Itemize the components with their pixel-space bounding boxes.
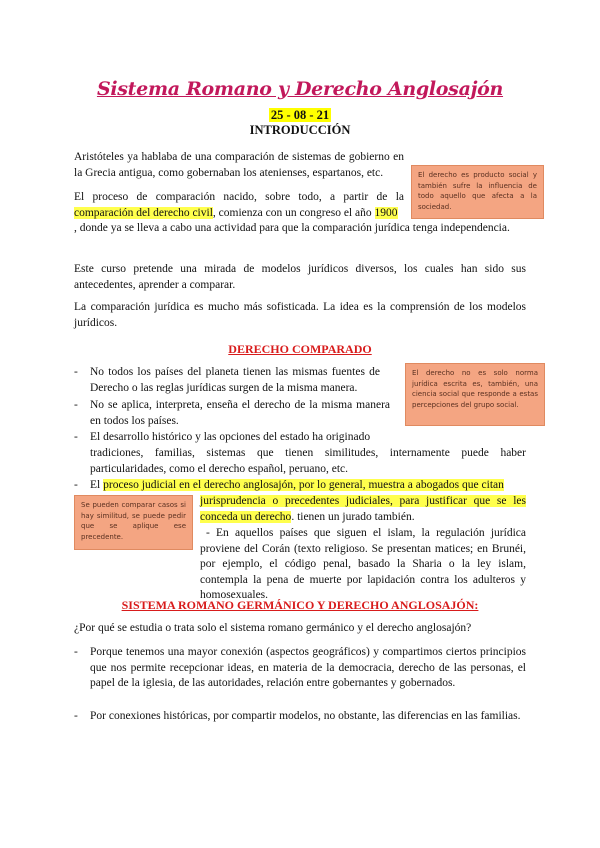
bullet-dash: -	[74, 431, 78, 443]
bullet-conexion: Porque tenemos una mayor conexión (aspectos geográficos) y compartimos ciertos principios que nos permite recepcionar ideas, en materia de la democracia, derecho de las personas, el papel de la iglesia, de las autoridades, relación entre gobernantes y gobernados.	[90, 646, 526, 690]
intro-heading: INTRODUCCIÓN	[249, 123, 351, 137]
bullet-desarrollo-cont: tradiciones, familias, sistemas que tienen similitudes, internamente puede haber particularidades, como el derecho español, peruano, etc.	[90, 447, 526, 475]
bullet-proceso-judicial	[90, 478, 526, 494]
sticky-note-precedente: Se pueden comparar casos si hay similitud, se puede pedir que se aplique ese precedente.	[74, 495, 193, 550]
section-heading-sistema-romano: SISTEMA ROMANO GERMÁNICO Y DERECHO ANGLOSAJÓN:	[121, 598, 479, 612]
intro-p2-text-c: , donde ya se lleva a cabo una actividad para que la comparación jurídica tenga independencia.	[74, 222, 510, 234]
bullet-fuentes: No todos los países del planeta tienen las mismas fuentes de Derecho o las reglas jurídicas surgen de la misma manera.	[90, 366, 380, 394]
section-heading-derecho-comparado: DERECHO COMPARADO	[228, 342, 372, 356]
highlight-derecho-civil: comparación del derecho civil	[74, 206, 213, 219]
intro-paragraph-1: Aristóteles ya hablaba de una comparación de sistemas de gobierno en la Grecia antigua, como gobernaban los atenienses, espartanos, etc.	[74, 151, 404, 179]
intro-paragraph-2-cont	[74, 221, 526, 237]
document-title: Sistema Romano y Derecho Anglosajón	[96, 78, 504, 100]
sticky-note-ciencia-social: El derecho no es solo norma jurídica escrita es, también, una ciencia social que responde a estas percepciones del grupo social.	[405, 363, 545, 426]
sticky-note-social: El derecho es producto social y también sufre la influencia de todo aquello que afecta a la sociedad.	[411, 165, 544, 219]
b4-text-b: . tienen un jurado también.	[291, 510, 415, 523]
bullet-desarrollo: El desarrollo histórico y las opciones del estado ha originado	[90, 431, 371, 443]
intro-paragraph-4: La comparación jurídica es mucho más sofisticada. La idea es la comprensión de los modelos jurídicos.	[74, 301, 526, 329]
bullet-dash: -	[74, 646, 78, 658]
date-line	[0, 108, 600, 123]
highlight-proceso-judicial: proceso judicial en el derecho anglosajón, por lo general, muestra a abogados que citan	[103, 479, 504, 491]
bullet-dash: -	[206, 527, 210, 539]
bullet-dash: -	[74, 366, 78, 378]
b4-text-a: El	[90, 479, 104, 491]
intro-paragraph-2	[74, 190, 404, 221]
intro-p2-text-b: , comienza con un congreso el año	[212, 206, 375, 219]
bullet-dash: -	[74, 479, 78, 491]
date-highlight: 25 - 08 - 21	[270, 108, 330, 122]
bullet-dash: -	[74, 399, 78, 411]
bullet-conexiones-historicas: Por conexiones históricas, por compartir modelos, no obstante, las diferencias en las familias.	[90, 710, 521, 722]
bullet-islam: En aquellos países que siguen el islam, la regulación jurídica proviene del Corán (texto religioso. Se presentan matices; en Brunéi, por ejemplo, el código penal, basado la Sharia o la ley islam, contempla la pena de muerte por lapidación contra los adulteros y homosexuales.	[200, 527, 526, 602]
bullet-dash: -	[74, 710, 78, 722]
highlight-1900: 1900	[374, 206, 398, 219]
bullet-proceso-judicial-cont	[200, 494, 526, 525]
section2-question: ¿Por qué se estudia o trata solo el sistema romano germánico y el derecho anglosajón?	[74, 622, 472, 634]
highlight-jurisprudencia: jurisprudencia o precedentes judiciales, para justificar que se les conceda un derecho	[200, 495, 526, 523]
bullet-aplicacion: No se aplica, interpreta, enseña el derecho de la misma manera en todos los países.	[90, 399, 390, 427]
intro-p2-text-a: El proceso de comparación nacido, sobre todo, a partir de la	[74, 191, 404, 203]
intro-paragraph-3: Este curso pretende una mirada de modelos jurídicos diversos, los cuales han sido sus antecedentes, aprender a comparar.	[74, 263, 526, 291]
